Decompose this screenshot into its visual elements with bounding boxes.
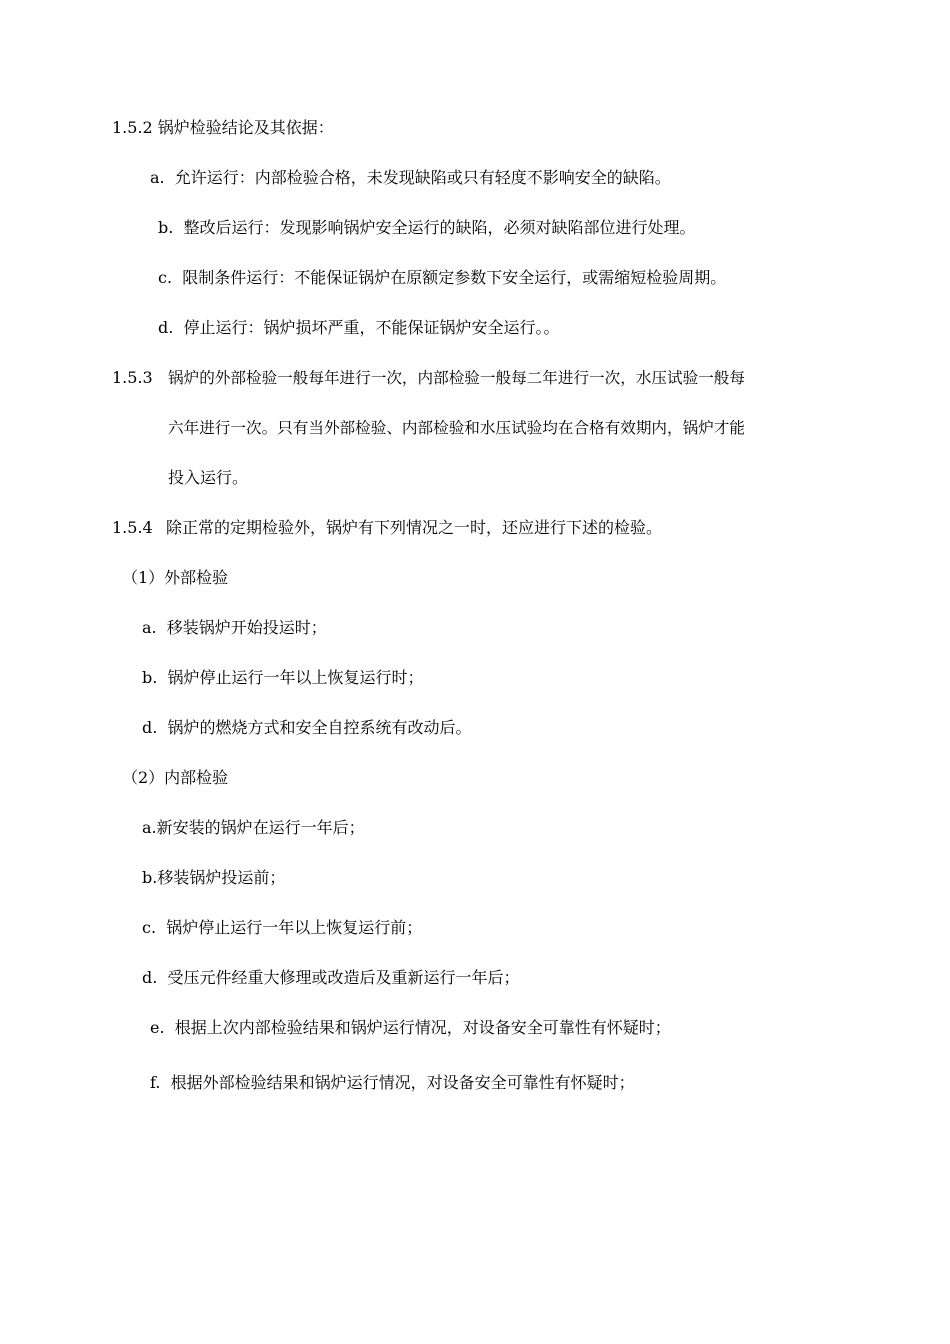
item-text: 整改后运行：发现影响锅炉安全运行的缺陷，必须对缺陷部位进行处理。 — [183, 218, 696, 237]
item-text: 移装锅炉开始投运时； — [166, 618, 327, 637]
list-item — [150, 1017, 671, 1039]
list-item — [142, 867, 285, 889]
list-item — [150, 1072, 635, 1094]
section-1-5-2-heading — [112, 117, 334, 139]
item-text: 受压元件经重大修理或改造后及重新运行一年后； — [167, 968, 520, 987]
item-text: 锅炉停止运行一年以上恢复运行前； — [166, 918, 423, 937]
list-item — [150, 167, 671, 189]
section-1-5-3-line-1 — [168, 367, 745, 389]
list-item — [142, 717, 472, 739]
section-number: 1.5.3 — [112, 368, 153, 387]
item-text: 限制条件运行：不能保证锅炉在原额定参数下安全运行，或需缩短检验周期。 — [182, 268, 727, 287]
item-marker: a. — [142, 618, 157, 637]
section-number: 1.5.4 — [112, 518, 153, 537]
list-item — [142, 617, 327, 639]
item-marker: d. — [142, 968, 158, 987]
subheading: （1）外部检验 — [122, 568, 229, 587]
item-text: 根据上次内部检验结果和锅炉运行情况，对设备安全可靠性有怀疑时； — [174, 1018, 671, 1037]
item-marker: c. — [142, 918, 157, 937]
item-marker: d. — [142, 718, 158, 737]
item-marker: a. — [150, 168, 165, 187]
paragraph-line: 除正常的定期检验外，锅炉有下列情况之一时，还应进行下述的检验。 — [166, 518, 663, 537]
item-marker: f. — [150, 1073, 161, 1092]
item-marker: b. — [142, 868, 158, 887]
item-marker: b. — [142, 668, 158, 687]
subheading: （2）内部检验 — [122, 768, 229, 787]
item-marker: d. — [158, 318, 174, 337]
item-text: 移装锅炉投运前； — [157, 868, 286, 887]
item-marker: a. — [142, 818, 157, 837]
section-1-5-3-line-3 — [168, 467, 248, 489]
list-item — [158, 267, 726, 289]
item-marker: e. — [150, 1018, 165, 1037]
internal-inspection-heading — [122, 767, 228, 789]
paragraph-line: 投入运行。 — [168, 468, 249, 487]
list-item — [142, 667, 424, 689]
section-1-5-3-line-2 — [168, 417, 745, 439]
list-item — [158, 217, 696, 239]
item-marker: b. — [158, 218, 174, 237]
item-text: 根据外部检验结果和锅炉运行情况，对设备安全可靠性有怀疑时； — [170, 1073, 635, 1092]
external-inspection-heading — [122, 567, 228, 589]
item-text: 停止运行：锅炉损坏严重，不能保证锅炉安全运行。。 — [183, 318, 560, 337]
heading-text: 1.5.2 锅炉检验结论及其依据： — [112, 118, 334, 137]
section-1-5-4-number — [112, 517, 153, 539]
item-text: 锅炉停止运行一年以上恢复运行时； — [167, 668, 424, 687]
paragraph-line: 锅炉的外部检验一般每年进行一次，内部检验一般每二年进行一次，水压试验一般每 — [168, 369, 745, 387]
paragraph-line: 六年进行一次。只有当外部检验、内部检验和水压试验均在合格有效期内，锅炉才能 — [168, 419, 745, 437]
section-1-5-4-text — [166, 517, 662, 539]
item-text: 新安装的锅炉在运行一年后； — [156, 818, 365, 837]
item-text: 锅炉的燃烧方式和安全自控系统有改动后。 — [167, 718, 472, 737]
list-item — [142, 967, 520, 989]
section-1-5-3-number — [112, 367, 153, 389]
item-marker: c. — [158, 268, 173, 287]
item-text: 允许运行：内部检验合格，未发现缺陷或只有轻度不影响安全的缺陷。 — [174, 168, 671, 187]
list-item — [158, 317, 560, 339]
list-item — [142, 917, 422, 939]
list-item — [142, 817, 365, 839]
